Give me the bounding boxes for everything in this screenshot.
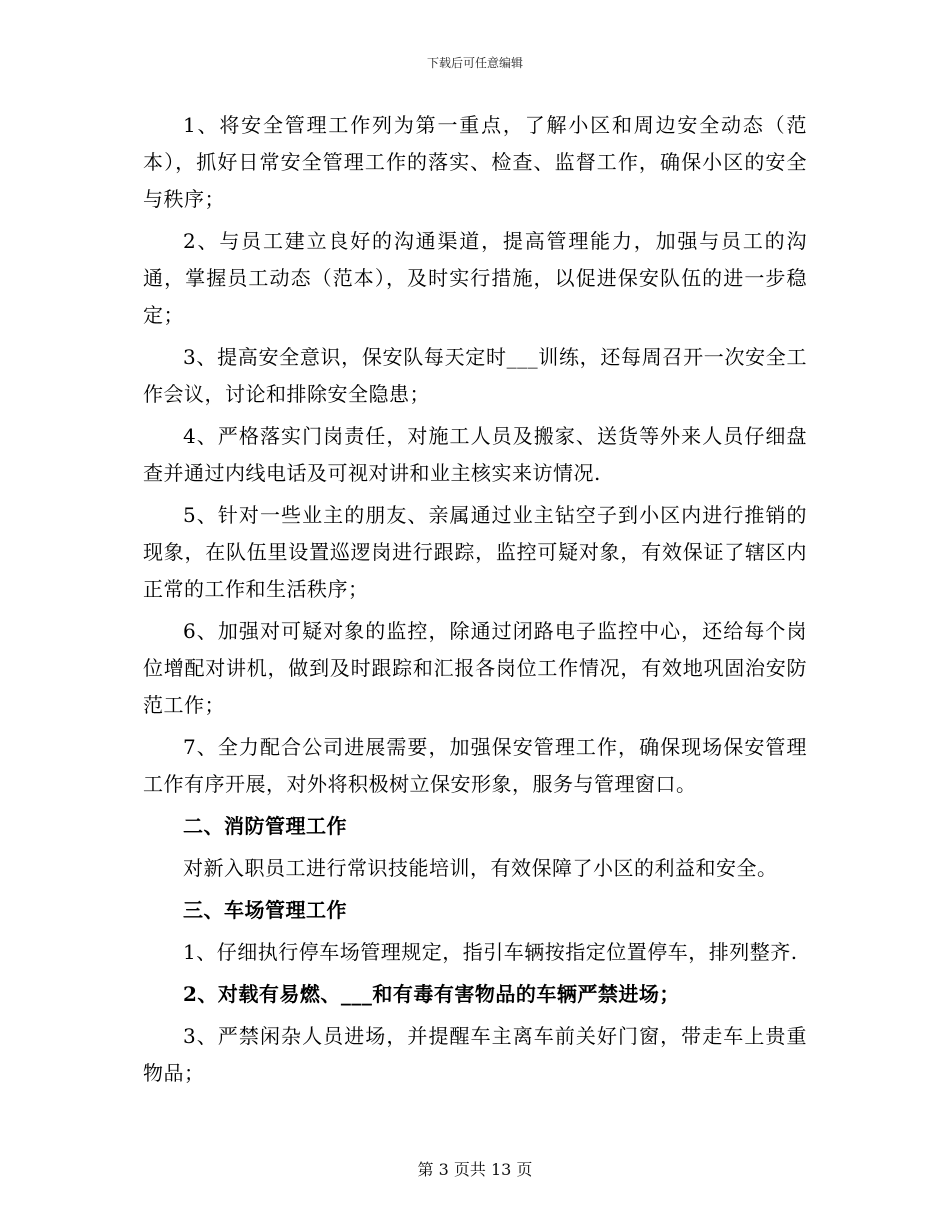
paragraph-item-5: 5、针对一些业主的朋友、亲属通过业主钻空子到小区内进行推销的现象，在队伍里设置巡逻岗进行跟踪，监控可疑对象，有效保证了辖区内正常的工作和生活秩序； xyxy=(143,503,807,601)
paragraph-parking-2: 2、对载有易燃、___和有毒有害物品的车辆严禁进场； xyxy=(183,982,680,1006)
section-heading-fire: 二、消防管理工作 xyxy=(183,814,347,838)
paragraph-item-7: 7、全力配合公司进展需要，加强保安管理工作，确保现场保安管理工作有序开展，对外将积极树立保安形象，服务与管理窗口。 xyxy=(143,735,807,796)
paragraph-item-3: 3、提高安全意识，保安队每天定时___训练，还每周召开一次安全工作会议，讨论和排除安全隐患； xyxy=(143,345,807,406)
paragraph-item-4: 4、严格落实门岗责任，对施工人员及搬家、送货等外来人员仔细盘查并通过内线电话及可视对讲和业主核实来访情况. xyxy=(143,424,807,485)
paragraph-item-6: 6、加强对可疑对象的监控，除通过闭路电子监控中心，还给每个岗位增配对讲机，做到及时跟踪和汇报各岗位工作情况，有效地巩固治安防范工作； xyxy=(143,619,807,717)
section-heading-parking: 三、车场管理工作 xyxy=(183,898,347,922)
paragraph-parking-3: 3、严禁闲杂人员进场，并提醒车主离车前关好门窗，带走车上贵重物品； xyxy=(143,1024,807,1085)
paragraph-item-2: 2、与员工建立良好的沟通渠道，提高管理能力，加强与员工的沟通，掌握员工动态（范本），及时实行措施，以促进保安队伍的进一步稳定； xyxy=(143,229,807,327)
paragraph-fire-training: 对新入职员工进行常识技能培训，有效保障了小区的利益和安全。 xyxy=(183,856,778,880)
paragraph-parking-1: 1、仔细执行停车场管理规定，指引车辆按指定位置停车，排列整齐. xyxy=(183,940,798,964)
document-body xyxy=(143,107,807,1092)
paragraph-item-1: 1、将安全管理工作列为第一重点，了解小区和周边安全动态（范本），抓好日常安全管理工作的落实、检查、监督工作，确保小区的安全与秩序； xyxy=(143,113,807,211)
page-number: 第 3 页共 13 页 xyxy=(417,1160,533,1179)
page-header-note: 下载后可任意编辑 xyxy=(426,56,523,70)
